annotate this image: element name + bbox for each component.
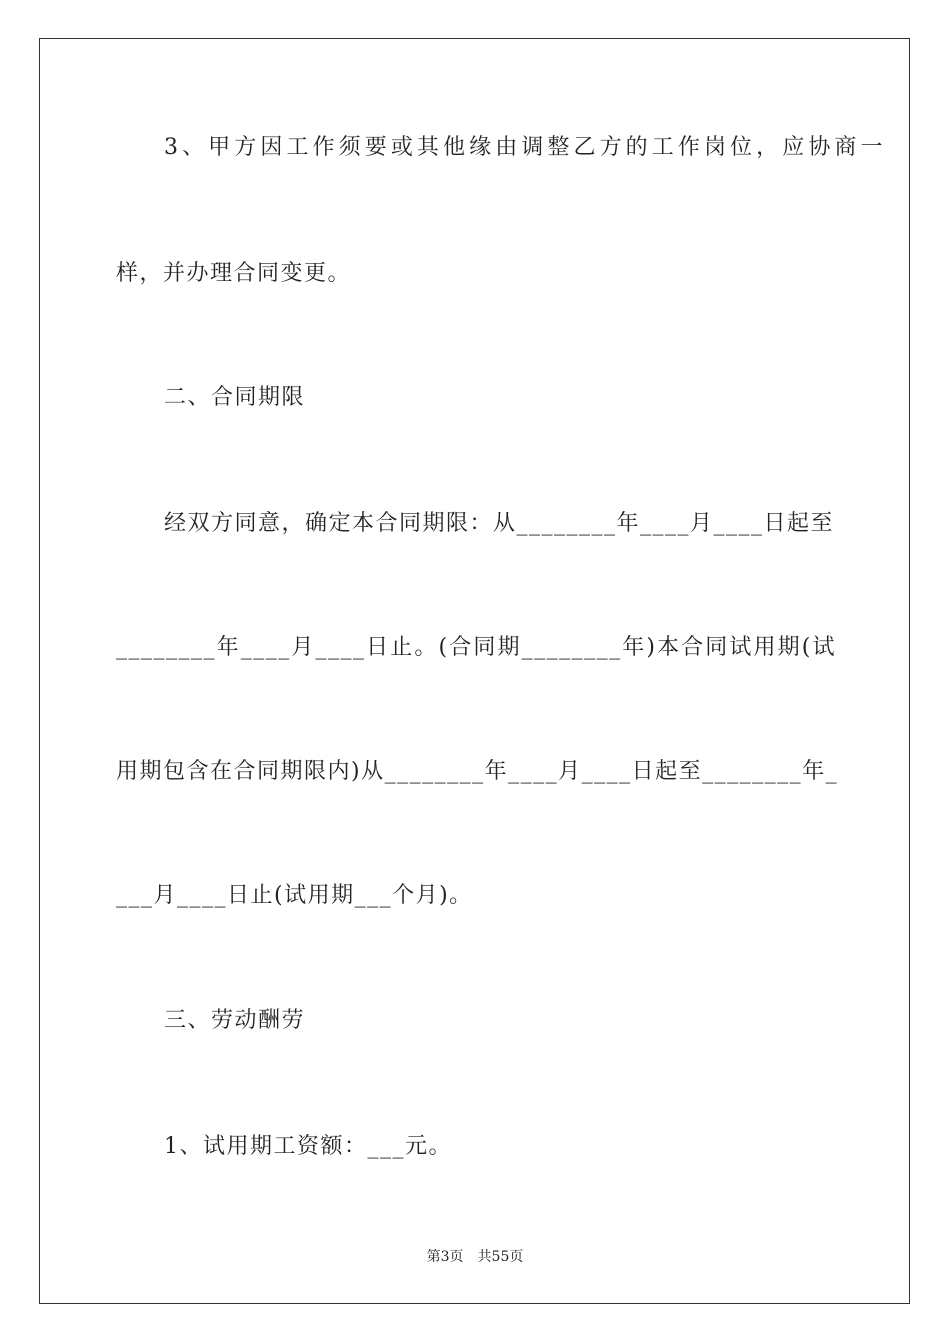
section-heading-contract-term: 二、合同期限 <box>164 385 306 410</box>
paragraph-line-2: 样，并办理合同变更。 <box>116 261 352 286</box>
section-heading-labor-pay: 三、劳动酬劳 <box>164 1008 306 1033</box>
paragraph-line-4: 经双方同意，确定本合同期限：从________年____月____日起至 <box>164 511 835 536</box>
page-footer: 第3页 共55页 <box>426 1249 524 1265</box>
paragraph-line-7: ___月____日止(试用期___个月)。 <box>116 883 473 908</box>
paragraph-line-1: 3、甲方因工作须要或其他缘由调整乙方的工作岗位，应协商一 <box>164 135 884 160</box>
paragraph-line-9: 1、试用期工资额：___元。 <box>164 1134 452 1159</box>
paragraph-line-5: ________年____月____日止。(合同期________年)本合同试用期(试 <box>116 635 836 660</box>
page-border <box>39 38 910 1304</box>
paragraph-line-6: 用期包含在合同期限内)从________年____月____日起至________年_ <box>116 759 839 784</box>
